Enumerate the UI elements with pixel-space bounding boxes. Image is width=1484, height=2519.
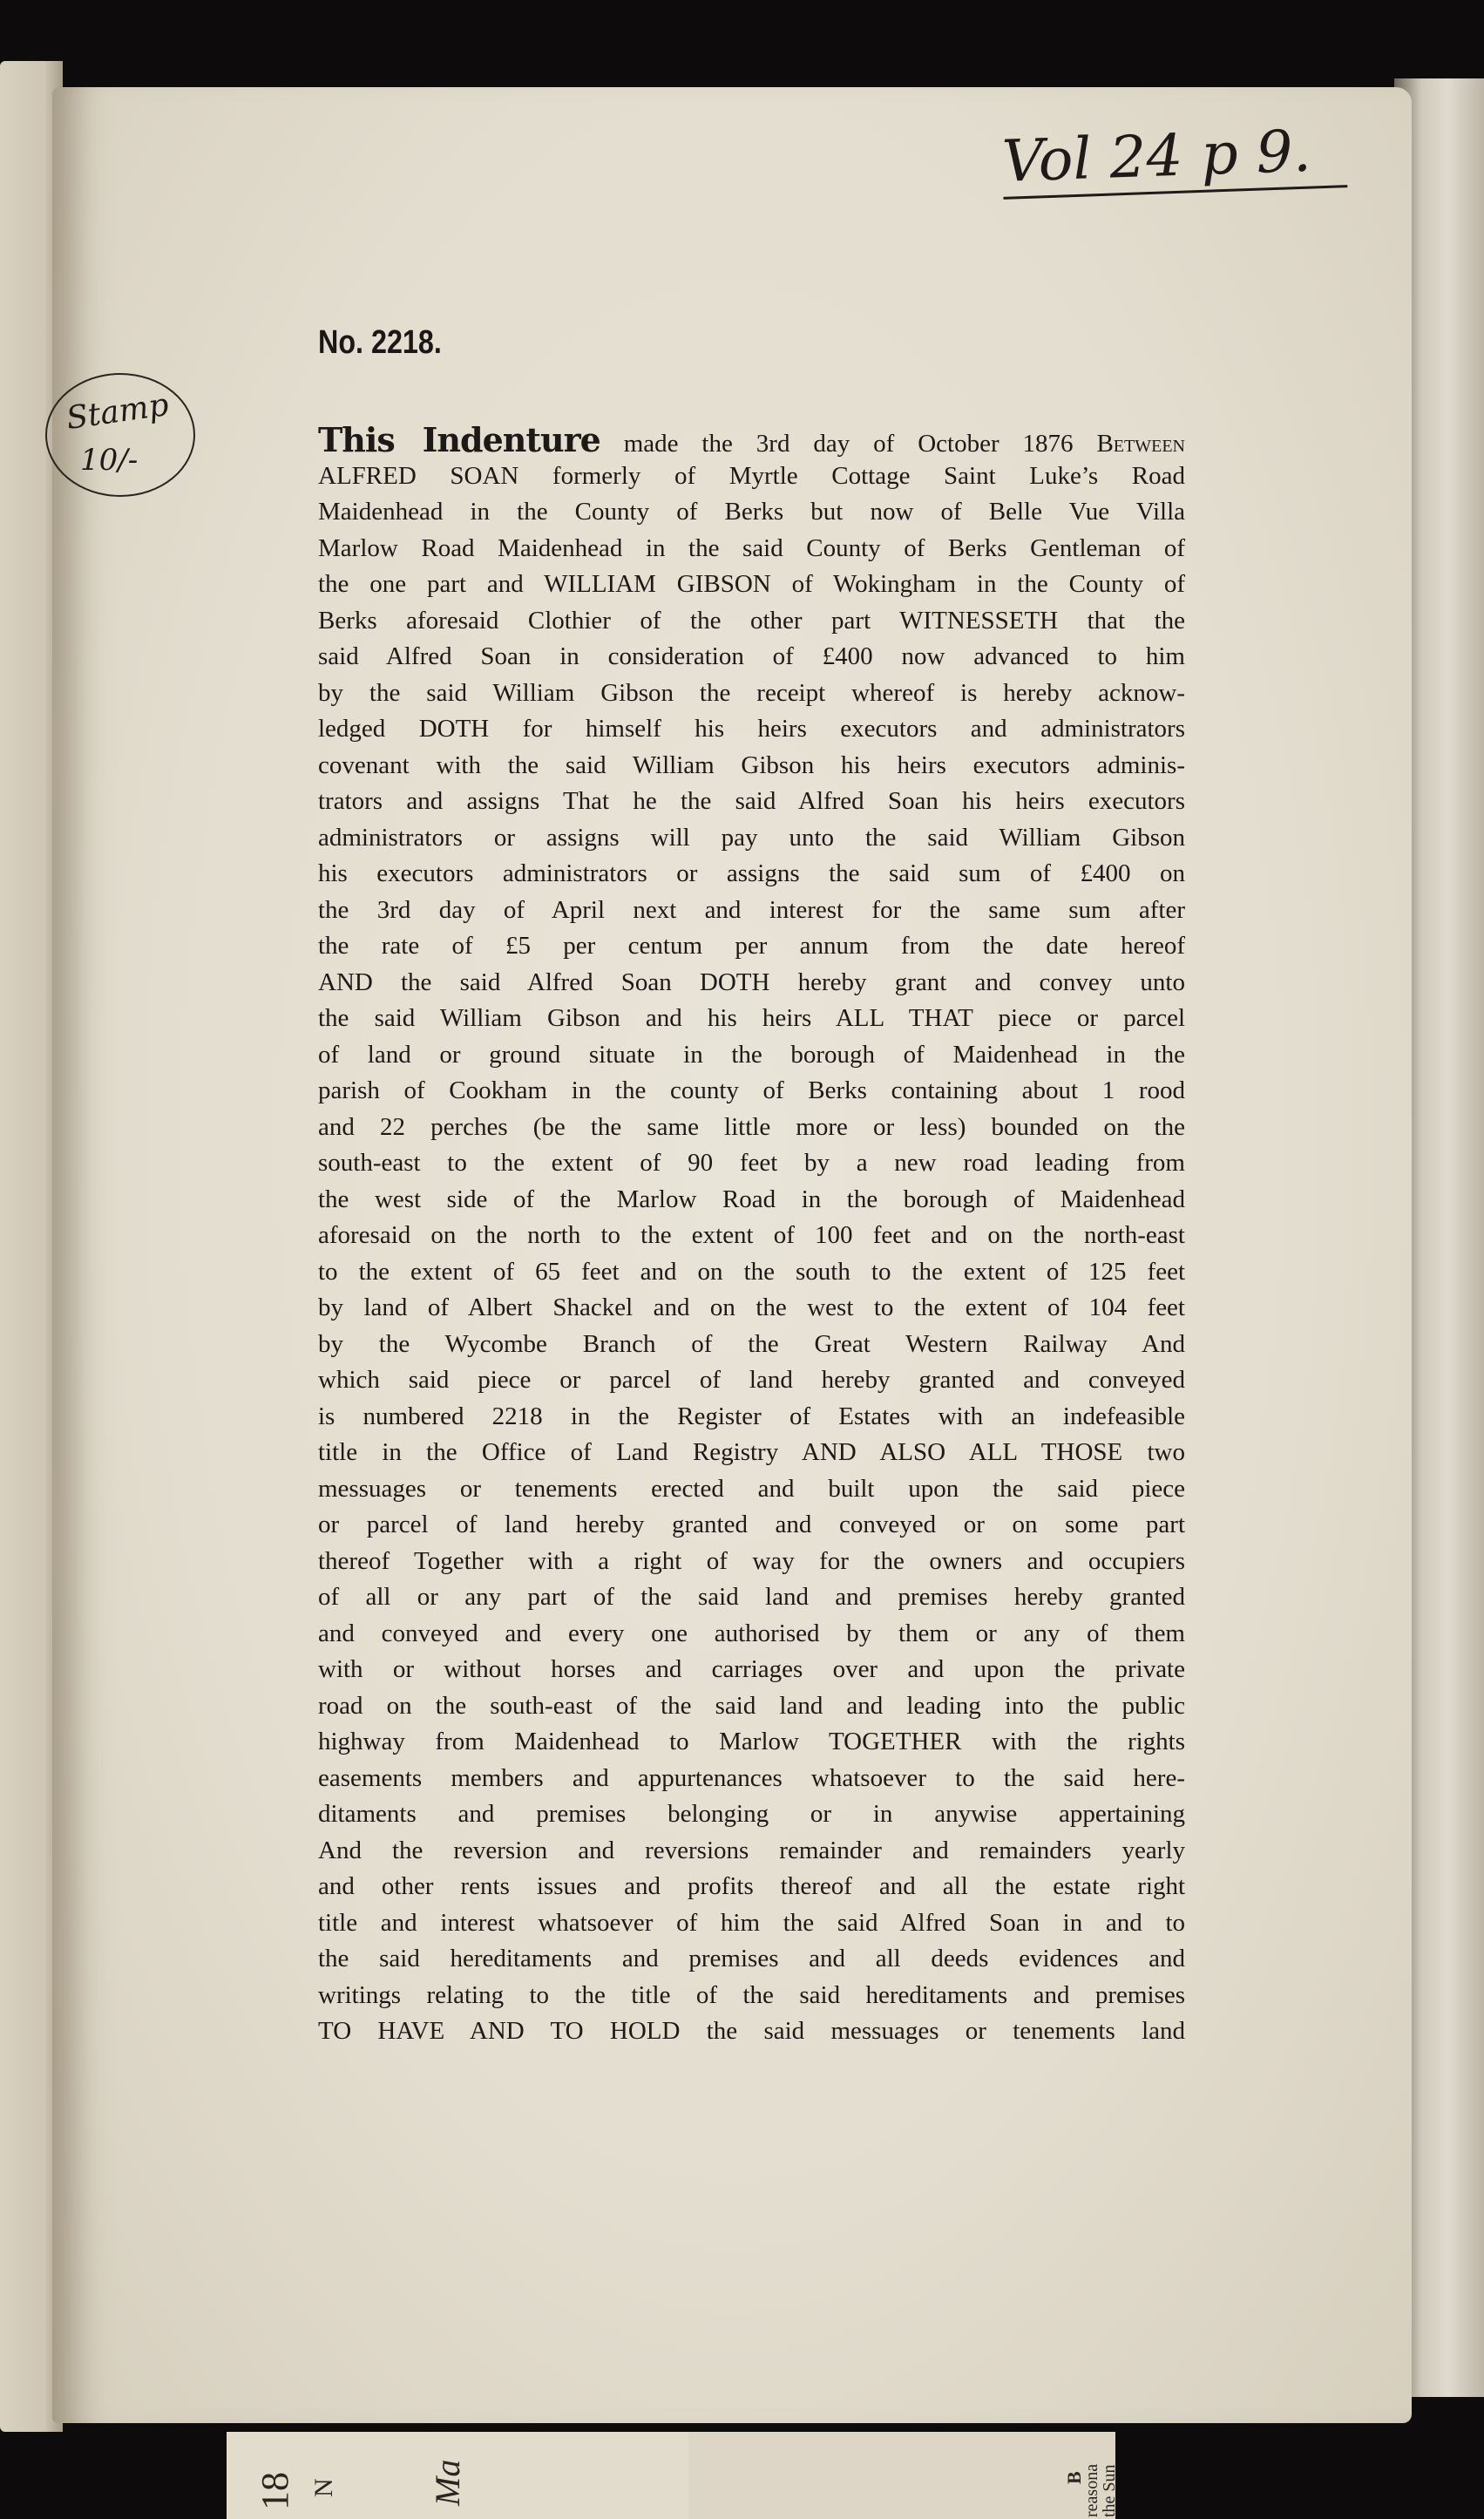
deed-line: the said William Gibson and his heirs ALL THAT piece or parcel bbox=[318, 1004, 1185, 1032]
deed-line: Berks aforesaid Clothier of the other part WITNESSETH that the bbox=[318, 606, 1185, 635]
deed-line: by the Wycombe Branch of the Great Western Railway And bbox=[318, 1329, 1185, 1358]
deed-line: highway from Maidenhead to Marlow TOGETHER with the rights bbox=[318, 1728, 1185, 1755]
volume-annotation: Vol 24 p 9. bbox=[1001, 116, 1347, 200]
deed-line: to the extent of 65 feet and on the south to the extent of 125 feet bbox=[318, 1257, 1185, 1286]
deed-line: And the reversion and reversions remainder and remainders yearly bbox=[318, 1836, 1185, 1864]
stamp-duty-mark bbox=[45, 373, 195, 497]
deed-line: trators and assigns That he the said Alfred Soan his heirs executors bbox=[318, 787, 1185, 815]
deed-line: the said hereditaments and premises and all deeds evidences and bbox=[318, 1945, 1185, 1972]
stamp-amount: 10/- bbox=[80, 443, 139, 478]
deed-line: ledged DOTH for himself his heirs executors and administrators bbox=[318, 715, 1185, 743]
deed-line: and conveyed and every one authorised by them or any of them bbox=[318, 1619, 1185, 1647]
deed-line: south-east to the extent of 90 feet by a new road leading from bbox=[318, 1149, 1185, 1177]
deed-line: which said piece or parcel of land hereby granted and conveyed bbox=[318, 1366, 1185, 1394]
deed-body bbox=[318, 422, 1185, 2050]
deed-line: messuages or tenements erected and built upon the said piece bbox=[318, 1474, 1185, 1503]
stub-fragment: N bbox=[309, 2478, 338, 2497]
stub-fragment: Ma bbox=[428, 2459, 467, 2506]
deed-line: and other rents issues and profits thereof and all the estate right bbox=[318, 1872, 1185, 1900]
stub-fragment: 18 bbox=[254, 2472, 296, 2510]
deed-line: covenant with the said William Gibson his heirs executors adminis- bbox=[318, 750, 1185, 779]
deed-line: TO HAVE AND TO HOLD the said messuages or tenements land bbox=[318, 2017, 1185, 2045]
deed-line: the rate of £5 per centum per annum from the date hereof bbox=[318, 932, 1185, 960]
deed-line: title in the Office of Land Registry AND ALSO ALL THOSE two bbox=[318, 1438, 1185, 1466]
deed-line: and 22 perches (be the same little more or less) bounded on the bbox=[318, 1112, 1185, 1141]
deed-line: of all or any part of the said land and premises hereby granted bbox=[318, 1583, 1185, 1611]
between-word: Between bbox=[1096, 430, 1185, 458]
deed-line: aforesaid on the north to the extent of 100 feet and on the north-east bbox=[318, 1221, 1185, 1249]
deed-line: AND the said Alfred Soan DOTH hereby grant and convey unto bbox=[318, 968, 1185, 996]
deed-line: his executors administrators or assigns the said sum of £400 on bbox=[318, 859, 1185, 887]
deed-line: said Alfred Soan in consideration of £400 now advanced to him bbox=[318, 642, 1185, 670]
deed-line: Maidenhead in the County of Berks but now of Belle Vue Villa bbox=[318, 498, 1185, 526]
deed-line: writings relating to the title of the said hereditaments and premises bbox=[318, 1980, 1185, 2009]
stub-fragment: reasona bbox=[1082, 2463, 1101, 2517]
stub-fragment: B bbox=[1063, 2471, 1085, 2484]
stamp-word: Stamp bbox=[64, 387, 172, 437]
deed-line: of land or ground situate in the borough of Maidenhead in the bbox=[318, 1040, 1185, 1069]
deed-line: ditaments and premises belonging or in anywise appertaining bbox=[318, 1800, 1185, 1828]
deed-line: Marlow Road Maidenhead in the said County of Berks Gentleman of bbox=[318, 533, 1185, 562]
deed-line: easements members and appurtenances whatsoever to the said here- bbox=[318, 1763, 1185, 1792]
deed-line: thereof Together with a right of way for the owners and occupiers bbox=[318, 1546, 1185, 1575]
deed-first-line-text: made the 3rd day of October 1876 bbox=[623, 430, 1074, 458]
deed-line: parish of Cookham in the county of Berks containing about 1 rood bbox=[318, 1076, 1185, 1104]
deed-line: title and interest whatsoever of him the said Alfred Soan in and to bbox=[318, 1908, 1185, 1937]
deed-line: or parcel of land hereby granted and conveyed or on some part bbox=[318, 1511, 1185, 1538]
deed-line: the 3rd day of April next and interest for the same sum after bbox=[318, 895, 1185, 924]
deed-line: the west side of the Marlow Road in the borough of Maidenhead bbox=[318, 1185, 1185, 1213]
stub-fragment: the Sun bbox=[1100, 2464, 1119, 2517]
underlying-document-strip bbox=[688, 2432, 1119, 2519]
deed-number: No. 2218. bbox=[318, 324, 442, 361]
deed-line-first bbox=[318, 422, 1185, 458]
deed-line: road on the south-east of the said land and leading into the public bbox=[318, 1691, 1185, 1720]
deed-line: administrators or assigns will pay unto the said William Gibson bbox=[318, 823, 1185, 852]
blackletter-opening: This Indenture bbox=[318, 422, 600, 458]
deed-line: by land of Albert Shackel and on the west to the extent of 104 feet bbox=[318, 1293, 1185, 1321]
deed-line: by the said William Gibson the receipt whereof is hereby acknow- bbox=[318, 678, 1185, 707]
deed-line: the one part and WILLIAM GIBSON of Wokingham in the County of bbox=[318, 570, 1185, 598]
deed-line: ALFRED SOAN formerly of Myrtle Cottage Saint Luke’s Road bbox=[318, 461, 1185, 490]
deed-line: is numbered 2218 in the Register of Estates with an indefeasible bbox=[318, 1402, 1185, 1430]
deed-line: with or without horses and carriages over and upon the private bbox=[318, 1655, 1185, 1683]
